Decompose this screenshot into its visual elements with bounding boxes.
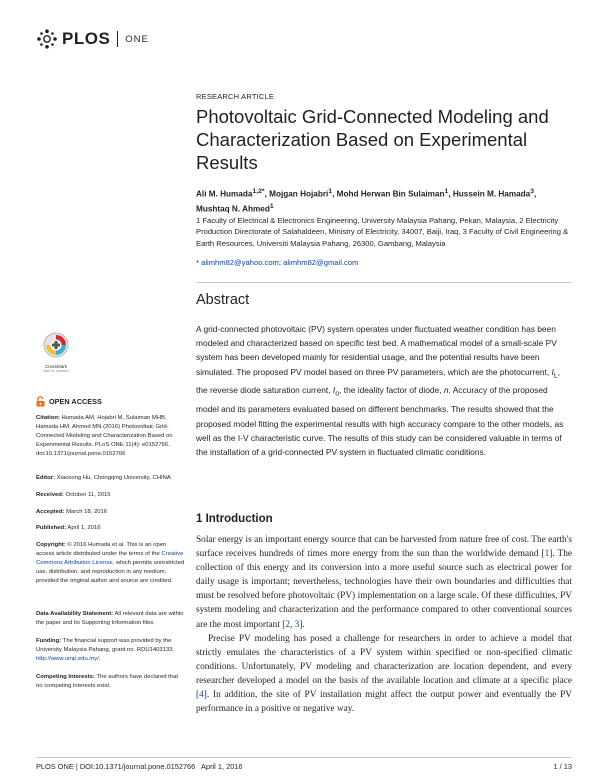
- citation-block: [36, 414, 186, 459]
- funding-link[interactable]: http://www.ump.edu.my/: [36, 655, 99, 662]
- open-access-label: OPEN ACCESS: [49, 397, 102, 406]
- copyright-label: Copyright:: [36, 542, 66, 548]
- paragraph: Solar energy is an important energy source that can be harvested from nature free of cost. The earth's surface receives hundreds of times more energy from the sun than the worldwide demand [1]. The collection of this energy and its conversion into a more useful source such as electrical power for daily usage is important; nevertheless, technologies have their own boundaries and difficulties that must be resolved before photovoltaic (PV) implementation on a large scale. Of these difficulties, PV system modeling and characterization and the performance compared to other conventional sources are the most important [2, 3].: [196, 535, 573, 630]
- crossmark-label: CrossMark: [44, 364, 68, 369]
- divider: [196, 282, 572, 283]
- editor-block: [36, 474, 186, 483]
- email-separator: ;: [278, 258, 284, 267]
- abstract-heading: Abstract: [196, 292, 250, 308]
- data-availability-text: All relevant data are within the paper and its Supporting Information files.: [36, 611, 184, 626]
- funding-text: The financial support was provided by the University Malaysia Pahang, grant no. RDU1403133,: [36, 638, 175, 653]
- open-lock-icon: [36, 396, 45, 407]
- author-affil: 1,2*: [252, 188, 265, 195]
- funding-label: Funding:: [36, 638, 62, 644]
- editor-text: Xiaosong Hu, Chongqing University, CHINA: [56, 475, 171, 481]
- author-name[interactable]: Mojgan Hojabri: [269, 189, 329, 199]
- author-affil: 1: [444, 188, 449, 195]
- competing-label: Competing Interests:: [36, 674, 95, 680]
- var-il: I: [551, 366, 554, 377]
- author-name[interactable]: Hussein M. Hamada: [452, 189, 531, 199]
- license-link[interactable]: Creative Commons Attribution License: [36, 550, 184, 566]
- copyright-text-end: , which permits unrestricted use, distribution, and reproduction in any medium, provided the original author and source are credited.: [36, 559, 185, 584]
- reference-link[interactable]: 3: [294, 619, 300, 630]
- article-type: RESEARCH ARTICLE: [196, 92, 275, 101]
- introduction-text: [196, 533, 572, 716]
- journal-name: PLOS: [62, 29, 111, 48]
- published-date: April 1, 2016: [67, 525, 101, 531]
- author-affil: 1: [328, 188, 333, 195]
- author-list: Ali M. Humada$^{1,2*}$, Mojgan Hojabri$^1$, Mohd Herwan Bin Sulaiman$^1$, Hussein M. Hamada$^3$, Mushtaq N. Ahmed$^1$: [196, 188, 537, 214]
- published-label: Published:: [36, 525, 67, 531]
- editor-label: Editor:: [36, 475, 55, 481]
- footer-citation: PLOS ONE | DOI:10.1371/journal.pone.0152766 April 1, 2016: [36, 762, 243, 771]
- crossmark-sub: click for updates: [43, 369, 69, 373]
- var-io: I: [332, 385, 336, 396]
- author-name[interactable]: Mushtaq N. Ahmed: [196, 204, 270, 214]
- funding-text-end: .: [98, 655, 101, 662]
- abstract-text: A grid-connected photovoltaic (PV) system operates under fluctuated weather condition has been modeled and characterized based on specific test bed. A mathematical model of a small-scale PV system has been developed mainly for residential usage, and the potential results have been simulated. The proposed PV model based on three PV parameters, which are the photocurrent, $I_L$, the reverse diode saturation current, $I_o$, the ideality factor of diode, n. Accuracy of the proposed model and its parameters evaluated based on different benchmarks. The results showed that the proposed model fitting the experimental results with high accuracy compare to the other models, as well as the I-V characteristic curve. The results of this study can be considered valuable in terms of the installation of a grid-connected PV system in fluctuated climatic conditions.: [196, 324, 564, 457]
- copyright-text: © 2016 Humada et al. This is an open access article distributed under the terms of the: [36, 542, 167, 557]
- author-affil: 3: [530, 188, 535, 195]
- accepted-date: March 18, 2016: [66, 509, 108, 515]
- crossmark-icon: [43, 332, 69, 358]
- open-access-badge: [36, 396, 102, 407]
- citation-label: Citation:: [36, 415, 60, 421]
- data-availability-label: Data Availability Statement:: [36, 611, 114, 617]
- article-title: Photovoltaic Grid-Connected Modeling and Characterization Based on Experimental Results: [196, 106, 549, 173]
- accepted-block: [36, 508, 186, 517]
- received-date: October 11, 2015: [65, 492, 111, 498]
- corresponding-marker: *: [196, 258, 199, 267]
- logo-divider: [117, 31, 118, 47]
- competing-text: The authors have declared that no competing interests exist.: [36, 674, 178, 689]
- accepted-label: Accepted:: [36, 509, 65, 515]
- section-heading: 1 Introduction: [196, 513, 273, 525]
- competing-interests-block: [36, 673, 186, 691]
- copyright-block: [36, 541, 186, 586]
- citation-text: Humada AM, Hojabri M, Sulaiman MHB, Hamada HM, Ahmed MN (2016) Photovoltaic Grid-Connected Modeling and Characterization Based on Experimental Results. PLoS ONE 11(4): e0152766. doi:10.1371/journal.pone.0152766: [36, 415, 173, 457]
- received-label: Received:: [36, 492, 64, 498]
- received-block: [36, 491, 186, 500]
- journal-logo[interactable]: [36, 28, 149, 50]
- author-name[interactable]: Mohd Herwan Bin Sulaiman: [336, 189, 445, 199]
- footer-divider: [36, 757, 572, 758]
- contact-email: [196, 258, 358, 267]
- published-block: [36, 524, 186, 533]
- author-name[interactable]: Ali M. Humada: [196, 189, 253, 199]
- var-il-sub: L: [553, 372, 558, 380]
- email-link[interactable]: alimhm82@yahoo.com: [201, 258, 279, 267]
- email-link[interactable]: alimhm82@gmail.com: [283, 258, 359, 267]
- journal-subname: ONE: [125, 33, 149, 45]
- page-number: 1 / 13: [553, 762, 572, 771]
- plos-logo-icon: [36, 29, 58, 49]
- var-n: n: [443, 385, 449, 396]
- crossmark-badge[interactable]: [36, 332, 76, 373]
- reference-link[interactable]: 1: [544, 549, 550, 560]
- data-availability-block: [36, 610, 186, 628]
- affiliations: 1 Faculty of Electrical & Electronics Engineering, University Malaysia Pahang, Pekan, Malaysia, 2 Electricity Production Directorate of Salahaldeen, Ministry of Electricity, 34007, Baiji, Iraq, 3 Faculty of Civil Engineering & Earth Resources, Universiti Malaysia Pahang, 26300, Gambang, Malaysia: [196, 216, 569, 248]
- author-affil: 1: [269, 203, 274, 211]
- funding-block: [36, 637, 186, 664]
- var-io-sub: o: [335, 391, 340, 399]
- corresponding-marker: *: [261, 188, 265, 195]
- reference-link[interactable]: 2: [285, 619, 290, 630]
- paragraph: Precise PV modeling has posed a challenge for researchers in order to achieve a model that strictly emulates the characteristics of a PV system within specified or non-specified climatic conditions. Unfortunately, PV modeling and characterization are location dependent, and every researcher developed a model on the basis of the available location and climate at a specific place [4]. In addition, the site of PV installation might affect the output power and eventually the PV performance in a positive or negative way.: [196, 633, 572, 715]
- reference-link[interactable]: 4: [199, 690, 204, 701]
